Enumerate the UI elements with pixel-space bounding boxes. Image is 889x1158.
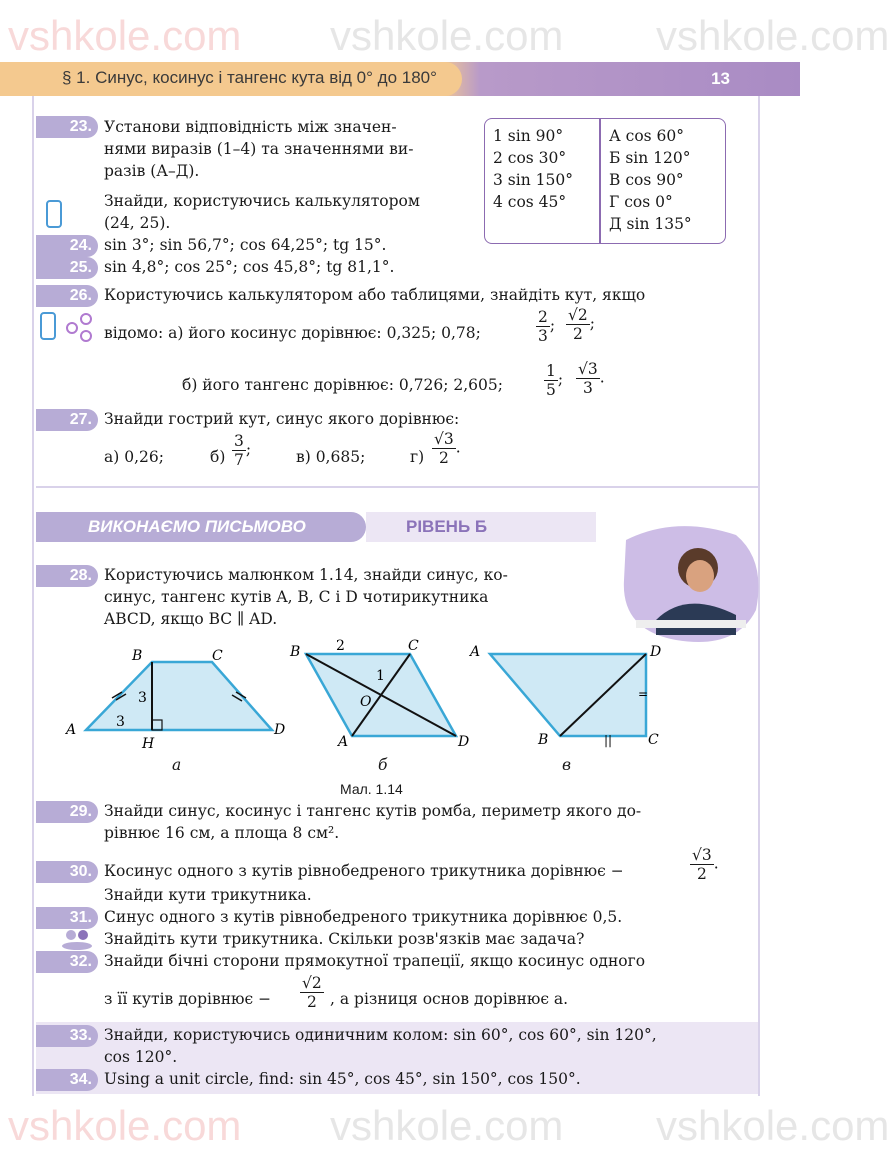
exercise-number: 25. bbox=[36, 257, 98, 279]
svg-text:D: D bbox=[274, 722, 286, 738]
exercise-number: 33. bbox=[36, 1025, 98, 1047]
exercise-text: sin 3°; sin 56,7°; cos 64,25°; tg 15°. bbox=[104, 236, 387, 254]
exercise-text: Знайди синус, косинус і тангенс кутів ромба, периметр якого до- bbox=[104, 802, 642, 820]
fraction: $\frac{√2}{2}$ bbox=[302, 974, 322, 1011]
figure-caption: Мал. 1.14 bbox=[340, 781, 403, 797]
fraction: $\frac{3}{7}$ ; bbox=[234, 432, 252, 469]
exercise-text: нями виразів (1–4) та значеннями ви- bbox=[104, 140, 414, 158]
fraction: $\frac{√2}{2}$ ; bbox=[568, 306, 595, 343]
fraction: $\frac{√3}{2}$ . bbox=[434, 430, 461, 467]
svg-text:O: O bbox=[360, 694, 372, 710]
hint-text: (24, 25). bbox=[104, 214, 171, 232]
match-left-item: 4 cos 45° bbox=[493, 193, 567, 211]
svg-text:B: B bbox=[132, 648, 143, 664]
figure-label: в bbox=[562, 756, 572, 774]
svg-text:C: C bbox=[408, 638, 419, 654]
figure-label: а bbox=[172, 756, 182, 774]
match-right-item: Б sin 120° bbox=[609, 149, 691, 167]
svg-text:H: H bbox=[142, 736, 155, 752]
exercise-number: 24. bbox=[36, 235, 98, 257]
figure-quadrilateral bbox=[470, 640, 670, 760]
match-right-item: Г cos 0° bbox=[609, 193, 673, 211]
figure-label: б bbox=[378, 756, 388, 774]
exercise-text: cos 120°. bbox=[104, 1048, 178, 1066]
match-right-item: А cos 60° bbox=[609, 127, 685, 145]
watermark: vshkole.com bbox=[330, 12, 564, 59]
section-banner bbox=[36, 512, 596, 542]
watermark: vshkole.com bbox=[330, 1102, 564, 1149]
match-left-item: 1 sin 90° bbox=[493, 127, 564, 145]
exercise-text: синус, тангенс кутів A, B, C і D чотирикутника bbox=[104, 588, 489, 606]
fraction: $\frac{√3}{2}$ . bbox=[692, 846, 719, 883]
exercise-text: Знайди бічні сторони прямокутної трапеції, якщо косинус одного bbox=[104, 952, 646, 970]
exercise-text: ABCD, якщо BC ∥ AD. bbox=[104, 610, 278, 628]
svg-text:C: C bbox=[648, 732, 659, 748]
match-left-item: 3 sin 150° bbox=[493, 171, 573, 189]
watermark: vshkole.com bbox=[8, 12, 242, 59]
watermark: vshkole.com bbox=[8, 1102, 242, 1149]
svg-text:B: B bbox=[290, 644, 301, 660]
svg-text:D: D bbox=[650, 644, 662, 660]
hint-text: Знайди, користуючись калькулятором bbox=[104, 192, 420, 210]
exercise-text: рівнює 16 см, а площа 8 см². bbox=[104, 824, 340, 842]
exercise-number: 34. bbox=[36, 1069, 98, 1091]
option-b-label: б) bbox=[210, 448, 226, 466]
svg-text:1: 1 bbox=[376, 668, 385, 684]
exercise-text: Користуючись калькулятором або таблицями, знайдіть кут, якщо bbox=[104, 286, 646, 304]
match-right-item: В cos 90° bbox=[609, 171, 684, 189]
divider bbox=[36, 486, 758, 488]
svg-text:3: 3 bbox=[116, 714, 125, 730]
watermark: vshkole.com bbox=[656, 1102, 889, 1149]
svg-text:A: A bbox=[338, 734, 349, 750]
exercise-number: 27. bbox=[36, 409, 98, 431]
exercise-text: sin 4,8°; cos 25°; cos 45,8°; tg 81,1°. bbox=[104, 258, 395, 276]
share-icon bbox=[64, 312, 94, 342]
exercise-text: Користуючись малюнком 1.14, знайди синус, ко- bbox=[104, 566, 508, 584]
exercise-text: Знайди кути трикутника. bbox=[104, 886, 312, 904]
exercise-text: Знайди, користуючись одиничним колом: sin 60°, cos 60°, sin 120°, bbox=[104, 1026, 657, 1044]
banner-title: ВИКОНАЄМО ПИСЬМОВО bbox=[36, 512, 366, 542]
svg-text:B: B bbox=[538, 732, 549, 748]
svg-text:A: A bbox=[66, 722, 77, 738]
fraction: $\frac{1}{5}$ ; bbox=[546, 362, 564, 399]
exercise-text: Косинус одного з кутів рівнобедреного трикутника дорівнює − bbox=[104, 862, 624, 880]
svg-text:||: || bbox=[604, 733, 613, 747]
left-rail bbox=[32, 96, 34, 1096]
watermark: vshkole.com bbox=[656, 12, 889, 59]
page-number: 13 bbox=[711, 69, 730, 88]
exercise-number: 31. bbox=[36, 907, 98, 929]
exercise-number: 32. bbox=[36, 951, 98, 973]
page-header bbox=[0, 62, 800, 96]
student-illustration bbox=[616, 520, 766, 650]
exercise-text: Using a unit circle, find: sin 45°, cos 45°, sin 150°, cos 150°. bbox=[104, 1070, 581, 1088]
svg-text:2: 2 bbox=[336, 638, 345, 654]
group-work-icon bbox=[60, 928, 94, 948]
section-title: § 1. Синус, косинус і тангенс кута від 0° до 180° bbox=[62, 68, 437, 87]
svg-text:A: A bbox=[470, 644, 481, 660]
exercise-number: 30. bbox=[36, 861, 98, 883]
exercise-text: , а різниця основ дорівнює a. bbox=[330, 990, 569, 1008]
option-a: а) 0,26; bbox=[104, 448, 164, 466]
fraction: $\frac{2}{3}$ ; bbox=[538, 308, 556, 345]
exercise-text: разів (А–Д). bbox=[104, 162, 200, 180]
phone-icon bbox=[40, 312, 56, 340]
exercise-number: 26. bbox=[36, 285, 98, 307]
exercise-text: відомо: а) його косинус дорівнює: 0,325; 0,78; bbox=[104, 324, 481, 342]
svg-text:D: D bbox=[458, 734, 470, 750]
exercise-text: б) його тангенс дорівнює: 0,726; 2,605; bbox=[182, 376, 503, 394]
exercise-text: з її кутів дорівнює − bbox=[104, 990, 272, 1008]
exercise-number: 23. bbox=[36, 116, 98, 138]
match-left-item: 2 cos 30° bbox=[493, 149, 567, 167]
banner-level: РІВЕНЬ Б bbox=[366, 512, 596, 542]
svg-text:=: = bbox=[638, 687, 649, 701]
exercise-text: Знайди гострий кут, синус якого дорівнює: bbox=[104, 410, 460, 428]
option-c: в) 0,685; bbox=[296, 448, 366, 466]
phone-icon bbox=[46, 200, 62, 228]
exercise-number: 29. bbox=[36, 801, 98, 823]
exercise-text: Установи відповідність між значен- bbox=[104, 118, 397, 136]
fraction: $\frac{√3}{3}$ . bbox=[578, 360, 605, 397]
figure-rhombus bbox=[290, 636, 480, 756]
exercise-text: Знайдіть кути трикутника. Скільки розв'язків має задача? bbox=[104, 930, 585, 948]
exercise-number: 28. bbox=[36, 565, 98, 587]
option-d-label: г) bbox=[410, 448, 425, 466]
svg-text:3: 3 bbox=[138, 690, 147, 706]
match-right-item: Д sin 135° bbox=[609, 215, 692, 233]
svg-text:C: C bbox=[212, 648, 223, 664]
exercise-text: Синус одного з кутів рівнобедреного трикутника дорівнює 0,5. bbox=[104, 908, 623, 926]
matching-table bbox=[484, 118, 726, 244]
